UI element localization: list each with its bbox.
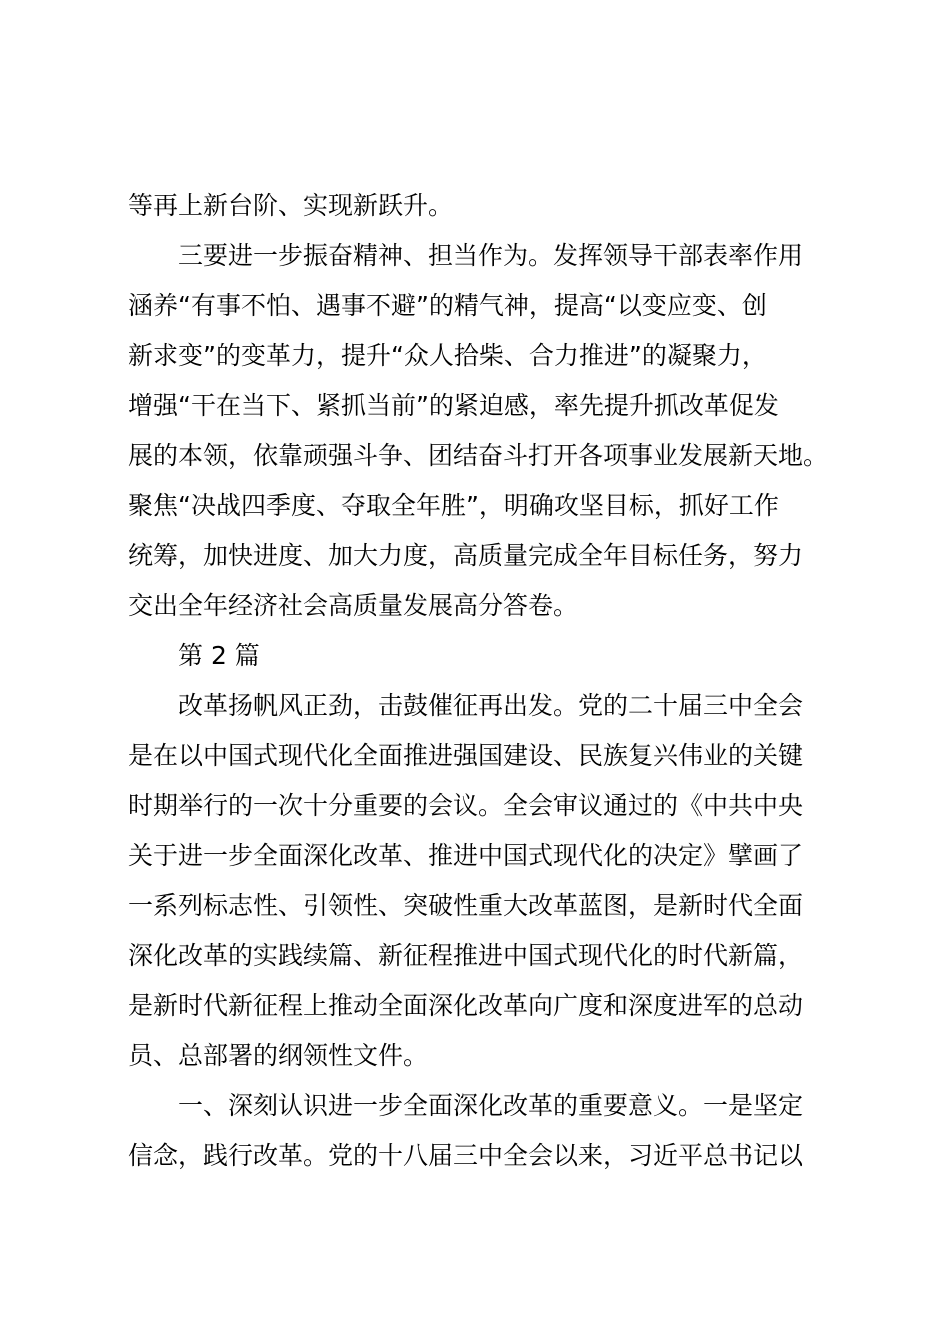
text-line: 涵养“有事不怕、遇事不避”的精气神，提高“以变应变、创 xyxy=(128,291,767,320)
text-line: 是新时代新征程上推动全面深化改革向广度和深度进军的总动 xyxy=(128,991,804,1020)
document-body xyxy=(128,181,848,1181)
text-line: 新求变”的变革力，提升“众人拾柴、合力推进”的凝聚力， xyxy=(128,341,767,370)
text-line: 交出全年经济社会高质量发展高分答卷。 xyxy=(128,591,579,620)
text-line: 深化改革的实践续篇、新征程推进中国式现代化的时代新篇， xyxy=(128,941,804,970)
text-line: 关于进一步全面深化改革、推进中国式现代化的决定》擘画了 xyxy=(128,841,804,870)
text-line: 时期举行的一次十分重要的会议。全会审议通过的《中共中央 xyxy=(128,791,804,820)
text-line: 改革扬帆风正劲，击鼓催征再出发。党的二十届三中全会 xyxy=(178,691,804,720)
text-line: 展的本领，依靠顽强斗争、团结奋斗打开各项事业发展新天地。 xyxy=(128,441,829,470)
text-line: 三要进一步振奋精神、担当作为。发挥领导干部表率作用 xyxy=(178,241,804,270)
text-line: 增强“干在当下、紧抓当前”的紧迫感，率先提升抓改革促发 xyxy=(128,391,779,420)
text-line: 一系列标志性、引领性、突破性重大改革蓝图，是新时代全面 xyxy=(128,891,804,920)
text-line: 员、总部署的纲领性文件。 xyxy=(128,1041,429,1070)
text-line: 一、深刻认识进一步全面深化改革的重要意义。一是坚定 xyxy=(178,1091,804,1120)
text-line: 统筹，加快进度、加大力度，高质量完成全年目标任务，努力 xyxy=(128,541,804,570)
text-line: 聚焦“决战四季度、夺取全年胜”，明确攻坚目标，抓好工作 xyxy=(128,491,779,520)
text-line: 等再上新台阶、实现新跃升。 xyxy=(128,191,454,220)
text-line: 第 2 篇 xyxy=(178,641,260,670)
text-line: 信念，践行改革。党的十八届三中全会以来，习近平总书记以 xyxy=(128,1141,804,1170)
text-line: 是在以中国式现代化全面推进强国建设、民族复兴伟业的关键 xyxy=(128,741,804,770)
